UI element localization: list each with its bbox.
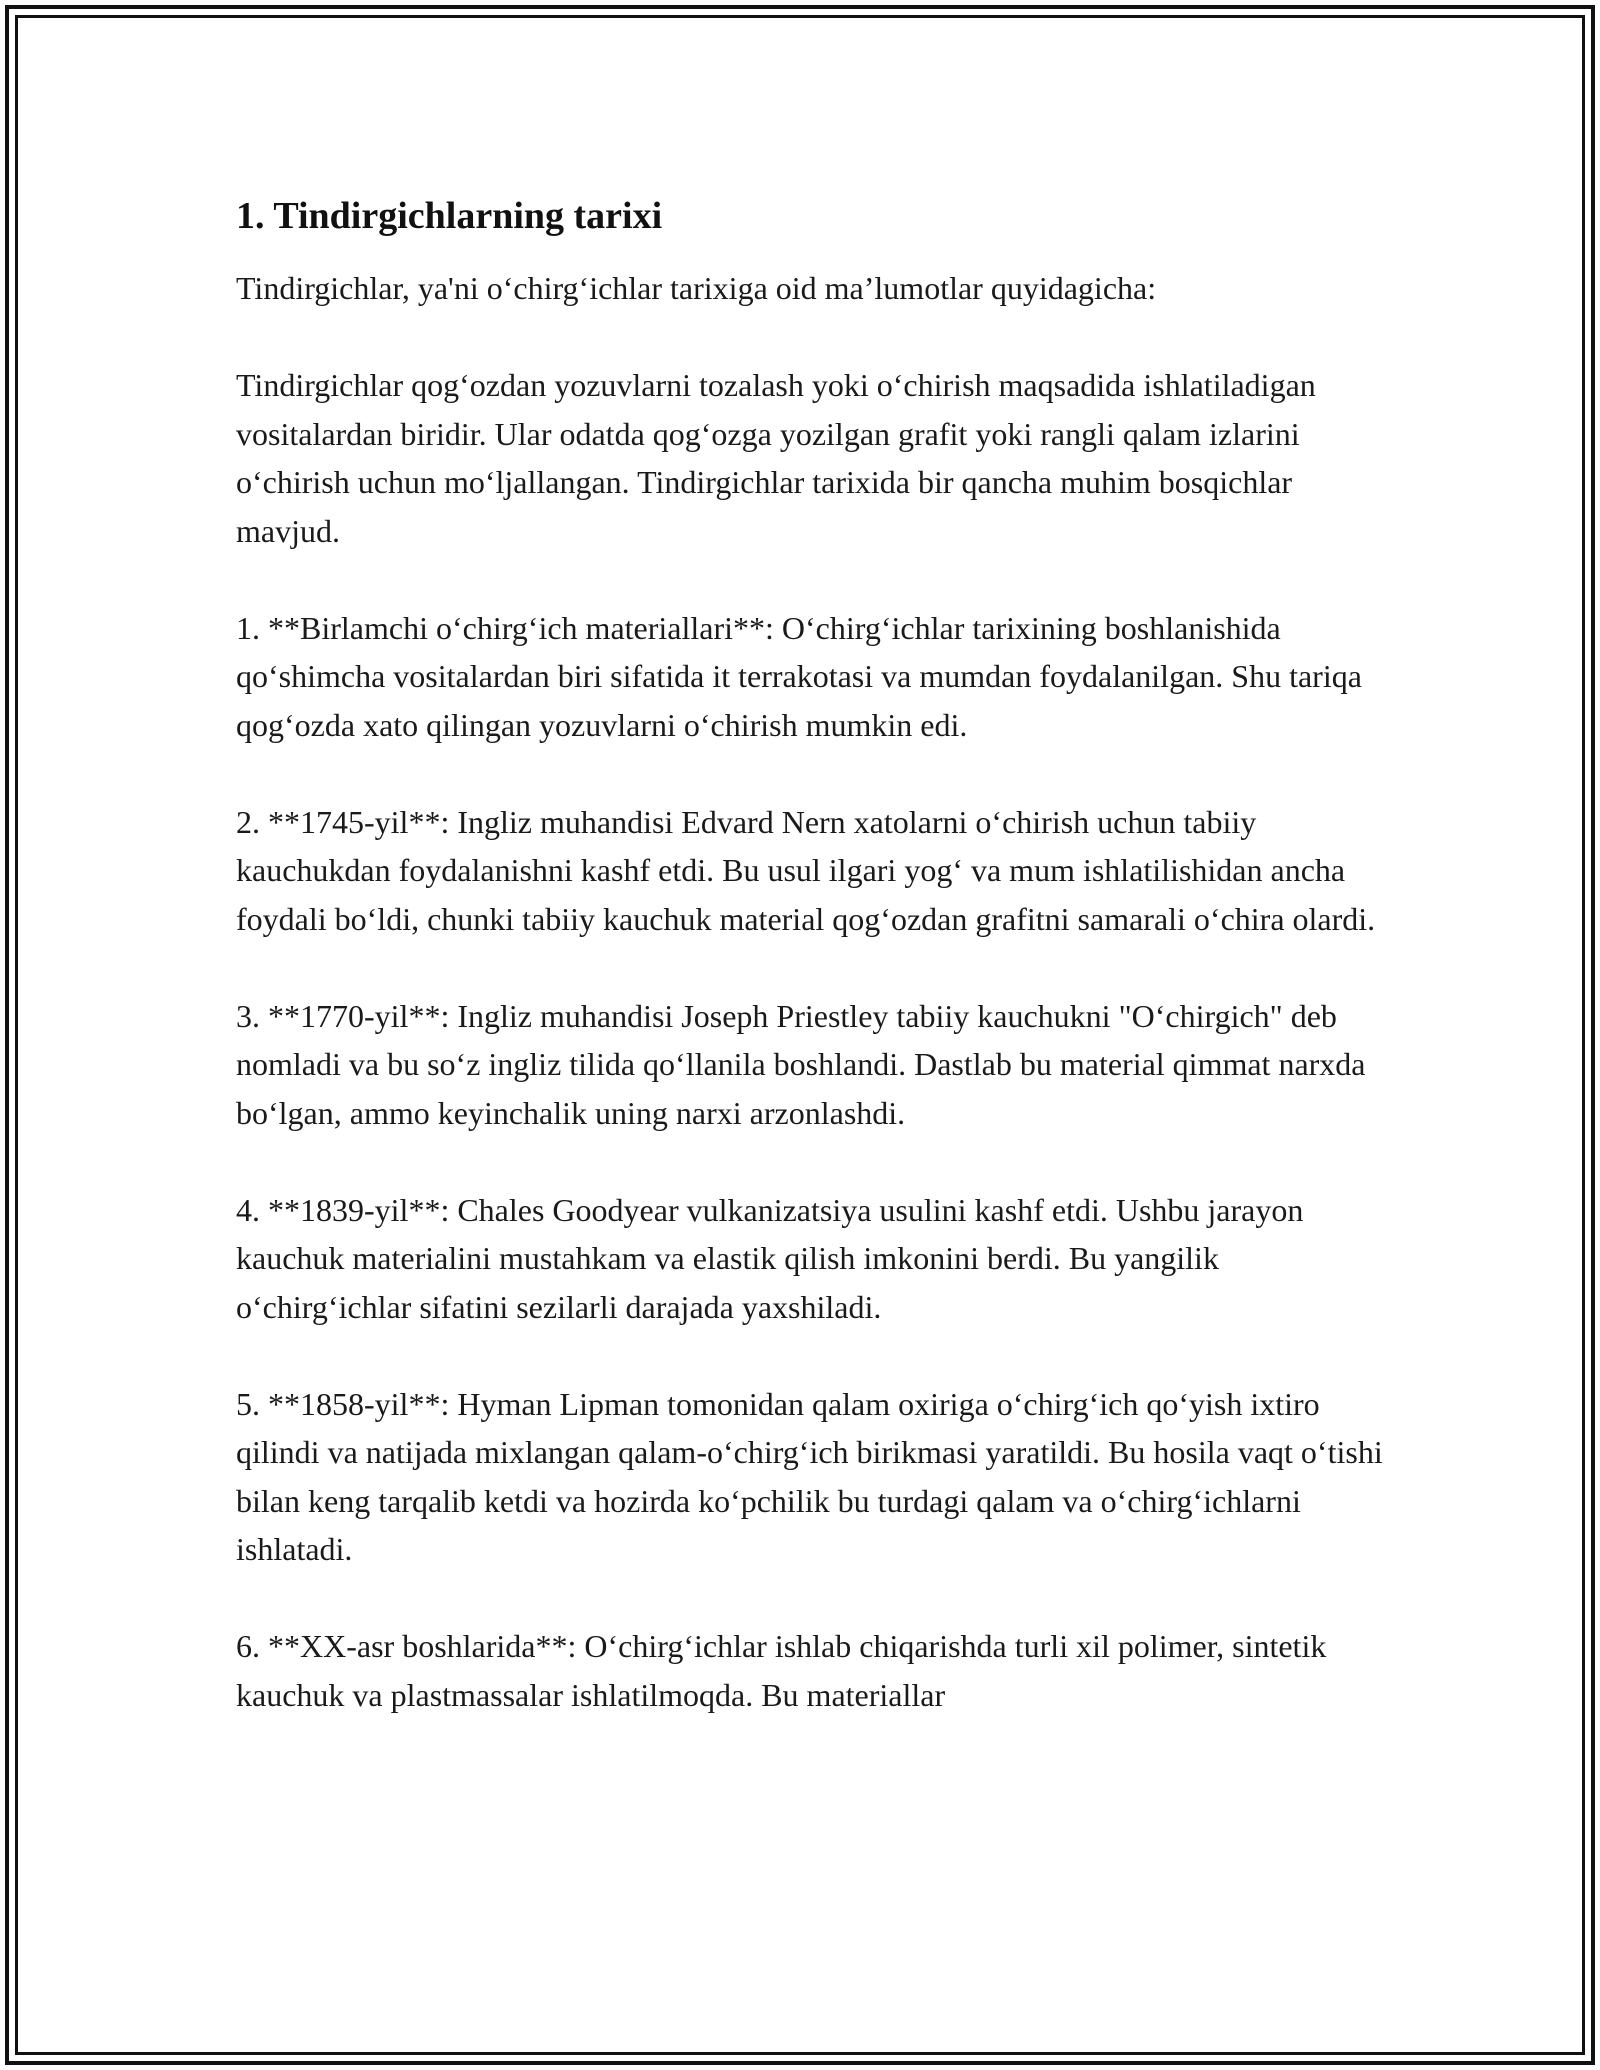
document-heading: 1. Tindirgichlarning tarixi — [236, 195, 663, 237]
paragraph-item-6: 6. **XX-asr boshlarida**: O‘chirg‘ichlar ishlab chiqarishda turli xil polimer, sintetik kauchuk va plastmassalar ishlatilmoqda. Bu materiallar — [236, 1628, 1327, 1713]
paragraph-item-5: 5. **1858-yil**: Hyman Lipman tomonidan qalam oxiriga o‘chirg‘ich qo‘yish ixtiro qilindi va natijada mixlangan qalam-o‘chirg‘ich birikmasi yaratildi. Bu hosila vaqt o‘tishi bilan keng tarqalib ketdi va hozirda ko‘pchilik bu turdagi qalam va o‘chirg‘ichlarni ishlatadi. — [236, 1385, 1383, 1567]
paragraph-item-3: 3. **1770-yil**: Ingliz muhandisi Joseph Priestley tabiiy kauchukni "O‘chirgich" deb nomladi va bu so‘z ingliz tilida qo‘llanila boshlandi. Dastlab bu material qimmat narxda bo‘lgan, ammo keyinchalik uning narxi arzonlashdi. — [236, 997, 1366, 1131]
paragraph-overview: Tindirgichlar qog‘ozdan yozuvlarni tozalash yoki o‘chirish maqsadida ishlatiladigan vositalardan biridir. Ular odatda qog‘ozga yozilgan grafit yoki rangli qalam izlarini o‘chirish uchun mo‘ljallangan. Tindirgichlar tarixida bir qancha muhim bosqichlar mavjud. — [236, 367, 1316, 549]
document-body — [236, 188, 1386, 1719]
paragraph-item-1: 1. **Birlamchi o‘chirg‘ich materiallari**: O‘chirg‘ichlar tarixining boshlanishida qo‘shimcha vositalardan biri sifatida it terrakotasi va mumdan foydalanilgan. Shu tariqa qog‘ozda xato qilingan yozuvlarni o‘chirish mumkin edi. — [236, 609, 1362, 743]
intro-paragraph: Tindirgichlar, ya'ni o‘chirg‘ichlar tarixiga oid ma’lumotlar quyidagicha: — [236, 270, 1157, 306]
paragraph-item-4: 4. **1839-yil**: Chales Goodyear vulkanizatsiya usulini kashf etdi. Ushbu jarayon kauchuk materialini mustahkam va elastik qilish imkonini berdi. Bu yangilik o‘chirg‘ichlar sifatini sezilarli darajada yaxshiladi. — [236, 1191, 1304, 1325]
paragraph-item-2: 2. **1745-yil**: Ingliz muhandisi Edvard Nern xatolarni o‘chirish uchun tabiiy kauchukdan foydalanishni kashf etdi. Bu usul ilgari yog‘ va mum ishlatilishidan ancha foydali bo‘ldi, chunki tabiiy kauchuk material qog‘ozdan grafitni samarali o‘chira olardi. — [236, 803, 1376, 937]
